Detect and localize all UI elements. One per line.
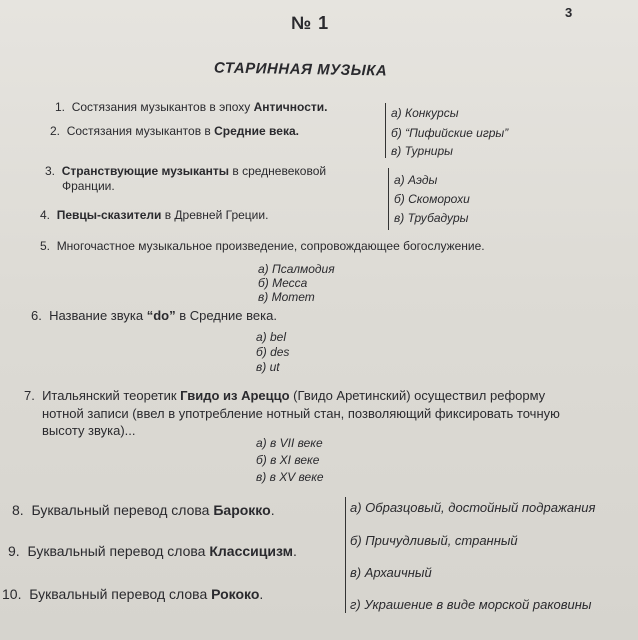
question-7-option-c: в) в XV веке xyxy=(256,470,324,484)
group-c-option-b: б) Причудливый, странный xyxy=(350,533,518,548)
question-7-line-3: высоту звука)... xyxy=(42,423,136,438)
page-number: 3 xyxy=(565,5,573,20)
question-3: 3. Странствующие музыканты в средневековой xyxy=(45,164,327,178)
group-c-option-d: г) Украшение в виде морской раковины xyxy=(350,597,592,612)
group-a-option-b: б) “Пифийские игры” xyxy=(391,126,509,140)
question-5-option-c: в) Мотет xyxy=(258,290,315,304)
group-b-option-b: б) Скоморохи xyxy=(394,192,470,206)
question-6-option-c: в) ut xyxy=(256,360,280,374)
question-5: 5. Многочастное музыкальное произведение, сопровождающее богослужение. xyxy=(40,239,485,253)
group-a-divider xyxy=(385,103,386,158)
question-6-option-a: а) bel xyxy=(256,330,287,344)
group-b-option-c: в) Трубадуры xyxy=(394,211,469,225)
group-b-option-a: а) Аэды xyxy=(394,173,438,187)
question-8: 8. Буквальный перевод слова Барокко. xyxy=(12,502,275,518)
group-c-option-c: в) Архаичный xyxy=(350,565,432,580)
question-7-option-a: а) в VII веке xyxy=(256,436,323,450)
page-title: СТАРИННАЯ МУЗЫКА xyxy=(213,59,388,80)
question-6: 6. Название звука “do” в Средние века. xyxy=(31,308,277,323)
question-4: 4. Певцы-сказители в Древней Греции. xyxy=(40,208,269,222)
question-5-option-b: б) Месса xyxy=(258,276,308,290)
group-a-option-c: в) Турниры xyxy=(391,144,453,158)
question-9: 9. Буквальный перевод слова Классицизм. xyxy=(8,543,297,559)
task-number: № 1 xyxy=(291,13,330,33)
question-3-line-2: Франции. xyxy=(62,179,115,193)
question-10: 10. Буквальный перевод слова Рококо. xyxy=(2,586,264,602)
group-c-option-a: а) Образцовый, достойный подражания xyxy=(350,500,596,515)
question-7-option-b: б) в XI веке xyxy=(256,453,320,467)
question-7: 7. Итальянский теоретик Гвидо из Ареццо (Гвидо Аретинский) осуществил реформу xyxy=(24,388,546,403)
question-2: 2. Состязания музыкантов в Средние века. xyxy=(50,124,299,138)
question-1: 1. Состязания музыкантов в эпоху Античности. xyxy=(55,100,328,114)
question-5-option-a: а) Псалмодия xyxy=(258,262,335,276)
question-6-option-b: б) des xyxy=(256,345,290,359)
group-b-divider xyxy=(388,168,389,230)
group-c-divider xyxy=(345,497,346,613)
group-a-option-a: а) Конкурсы xyxy=(391,106,459,120)
question-7-line-2: нотной записи (ввел в употребление нотный стан, позволяющий фиксировать точную xyxy=(42,406,560,421)
